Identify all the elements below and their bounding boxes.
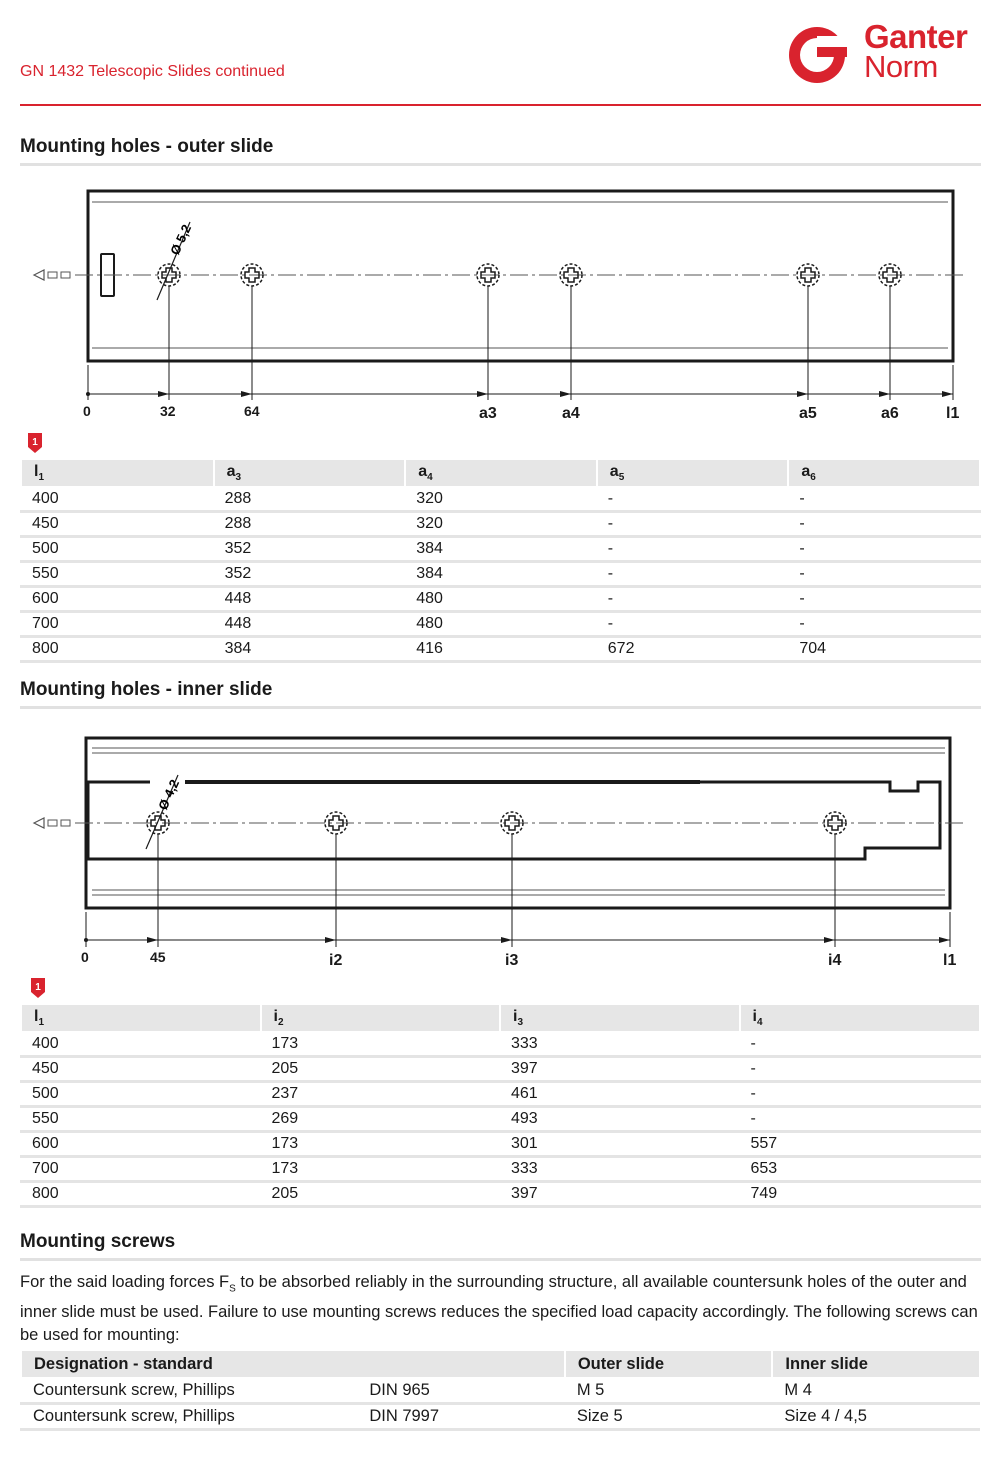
inner-col-i4: $i_4$ — [740, 1004, 981, 1032]
inner-col-i3: $i_3$ — [500, 1004, 740, 1032]
paragraph-subscript: S — [229, 1283, 236, 1295]
table-row — [21, 487, 980, 512]
table-cell: 384 — [405, 562, 597, 587]
table-cell: 397 — [500, 1182, 740, 1207]
inner-dim-i2: i2 — [329, 952, 343, 969]
table-cell: 700 — [21, 1157, 261, 1182]
outer-section-rule — [20, 163, 981, 166]
inner-note-badge-icon — [30, 977, 46, 999]
outer-col-a5: $a_5$ — [597, 459, 789, 487]
inner-section-rule — [20, 706, 981, 709]
table-cell: 550 — [21, 1107, 261, 1132]
brand-line-2: Norm — [864, 49, 938, 84]
table-cell: - — [597, 487, 789, 512]
inner-dim-45: 45 — [150, 949, 166, 965]
table-cell: 493 — [500, 1107, 740, 1132]
table-cell: 500 — [21, 537, 214, 562]
col-inner-slide: Inner slide — [772, 1350, 980, 1378]
table-cell: Size 5 — [565, 1404, 773, 1430]
table-cell: - — [597, 537, 789, 562]
table-cell: 550 — [21, 562, 214, 587]
ganter-logo-mark-icon — [784, 22, 854, 86]
table-cell: DIN 965 — [357, 1378, 565, 1404]
table-row — [21, 1107, 980, 1132]
inner-slide-drawing — [0, 725, 1000, 975]
inner-col-l1: $l_1$ — [21, 1004, 261, 1032]
outer-dim-32: 32 — [160, 403, 176, 419]
screws-section-title: Mounting screws — [20, 1231, 176, 1252]
outer-slide-drawing — [0, 180, 1000, 430]
table-cell: Size 4 / 4,5 — [772, 1404, 980, 1430]
ganter-norm-logo — [784, 18, 984, 86]
table-cell: 384 — [405, 537, 597, 562]
table-row — [21, 1157, 980, 1182]
table-cell: 288 — [214, 487, 406, 512]
outer-note-badge-icon — [27, 432, 43, 454]
table-row — [21, 637, 980, 662]
outer-dim-0: 0 — [83, 403, 91, 419]
screws-table-header — [21, 1350, 980, 1378]
table-cell: 320 — [405, 512, 597, 537]
table-row — [21, 1404, 980, 1430]
table-cell: - — [597, 612, 789, 637]
table-cell: - — [597, 587, 789, 612]
outer-dim-64: 64 — [244, 403, 260, 419]
table-cell: 397 — [500, 1057, 740, 1082]
table-row — [21, 612, 980, 637]
table-row — [21, 562, 980, 587]
brand-wordmark — [864, 18, 968, 84]
outer-col-a4: $a_4$ — [405, 459, 597, 487]
outer-dim-a4: a4 — [562, 405, 580, 422]
outer-dim-a5: a5 — [799, 405, 817, 422]
table-cell: - — [740, 1107, 981, 1132]
outer-badge-number: 1 — [32, 437, 38, 448]
table-cell: 653 — [740, 1157, 981, 1182]
document-title: GN 1432 Telescopic Slides continued — [20, 63, 285, 80]
table-cell: 269 — [261, 1107, 501, 1132]
table-cell: 448 — [214, 612, 406, 637]
inner-diameter-label: Ø 4,2 — [155, 777, 183, 813]
brand-line-1: Ganter — [864, 18, 968, 55]
table-cell: 400 — [21, 1032, 261, 1057]
table-cell: - — [740, 1082, 981, 1107]
table-row — [21, 1057, 980, 1082]
table-row — [21, 1032, 980, 1057]
table-cell: 800 — [21, 637, 214, 662]
table-cell: - — [788, 487, 980, 512]
inner-dim-l1: l1 — [943, 952, 957, 969]
table-row — [21, 1182, 980, 1207]
table-cell: 704 — [788, 637, 980, 662]
table-cell: 400 — [21, 487, 214, 512]
table-cell: Countersunk screw, Phillips — [21, 1404, 357, 1430]
table-cell: - — [788, 612, 980, 637]
inner-dim-i4: i4 — [828, 952, 842, 969]
table-cell: 450 — [21, 512, 214, 537]
table-cell: - — [740, 1032, 981, 1057]
outer-col-l1: $l_1$ — [21, 459, 214, 487]
table-row — [21, 587, 980, 612]
inner-dim-i3: i3 — [505, 952, 519, 969]
outer-dim-l1: l1 — [946, 405, 960, 422]
inner-table-header — [21, 1004, 980, 1032]
table-cell: 672 — [597, 637, 789, 662]
table-cell: 333 — [500, 1032, 740, 1057]
table-cell: 237 — [261, 1082, 501, 1107]
table-cell: - — [740, 1057, 981, 1082]
table-cell: 480 — [405, 587, 597, 612]
outer-section-title: Mounting holes - outer slide — [20, 136, 274, 157]
table-cell: - — [788, 587, 980, 612]
table-cell: 173 — [261, 1157, 501, 1182]
table-cell: 173 — [261, 1132, 501, 1157]
table-row — [21, 512, 980, 537]
screws-table — [20, 1349, 981, 1431]
table-cell: Countersunk screw, Phillips — [21, 1378, 357, 1404]
table-cell: - — [788, 512, 980, 537]
table-cell: 205 — [261, 1057, 501, 1082]
screws-section-rule — [20, 1258, 981, 1261]
table-cell: 301 — [500, 1132, 740, 1157]
screws-paragraph — [20, 1271, 982, 1348]
table-cell: 416 — [405, 637, 597, 662]
table-cell: 384 — [214, 637, 406, 662]
table-cell: 320 — [405, 487, 597, 512]
inner-col-i2: $i_2$ — [261, 1004, 501, 1032]
table-cell: 333 — [500, 1157, 740, 1182]
table-cell: 288 — [214, 512, 406, 537]
table-row — [21, 1378, 980, 1404]
table-row — [21, 537, 980, 562]
table-cell: - — [788, 537, 980, 562]
table-cell: - — [788, 562, 980, 587]
outer-table-header — [21, 459, 980, 487]
col-designation: Designation - standard — [21, 1350, 565, 1378]
inner-section-title: Mounting holes - inner slide — [20, 679, 273, 700]
table-cell: 461 — [500, 1082, 740, 1107]
table-cell: DIN 7997 — [357, 1404, 565, 1430]
table-row — [21, 1132, 980, 1157]
table-cell: 557 — [740, 1132, 981, 1157]
paragraph-text-1: For the said loading forces F — [20, 1273, 230, 1291]
outer-dim-a6: a6 — [881, 405, 899, 422]
table-cell: 352 — [214, 562, 406, 587]
table-cell: 173 — [261, 1032, 501, 1057]
outer-dim-a3: a3 — [479, 405, 497, 422]
table-cell: 500 — [21, 1082, 261, 1107]
outer-col-a6: $a_6$ — [788, 459, 980, 487]
table-cell: - — [597, 512, 789, 537]
table-cell: 480 — [405, 612, 597, 637]
inner-badge-number: 1 — [35, 982, 41, 993]
table-cell: 800 — [21, 1182, 261, 1207]
col-outer-slide: Outer slide — [565, 1350, 773, 1378]
paragraph-text-2: to be absorbed reliably in the surrounding structure, all available countersunk holes of the outer and inner slide must be used. Failure to use mounting screws reduces the specified load capacity accordingly. The following screws can be used for mounting: — [20, 1273, 978, 1345]
table-cell: 600 — [21, 587, 214, 612]
outer-slide-table — [20, 458, 981, 663]
table-cell: 448 — [214, 587, 406, 612]
table-row — [21, 1082, 980, 1107]
outer-diameter-label: Ø 5,2 — [167, 222, 195, 258]
table-cell: 205 — [261, 1182, 501, 1207]
inner-slide-table — [20, 1003, 981, 1208]
inner-dim-0: 0 — [81, 949, 89, 965]
table-cell: M 4 — [772, 1378, 980, 1404]
table-cell: M 5 — [565, 1378, 773, 1404]
table-cell: 700 — [21, 612, 214, 637]
table-cell: - — [597, 562, 789, 587]
table-cell: 600 — [21, 1132, 261, 1157]
table-cell: 352 — [214, 537, 406, 562]
header-rule — [20, 104, 981, 106]
table-cell: 450 — [21, 1057, 261, 1082]
outer-col-a3: $a_3$ — [214, 459, 406, 487]
table-cell: 749 — [740, 1182, 981, 1207]
